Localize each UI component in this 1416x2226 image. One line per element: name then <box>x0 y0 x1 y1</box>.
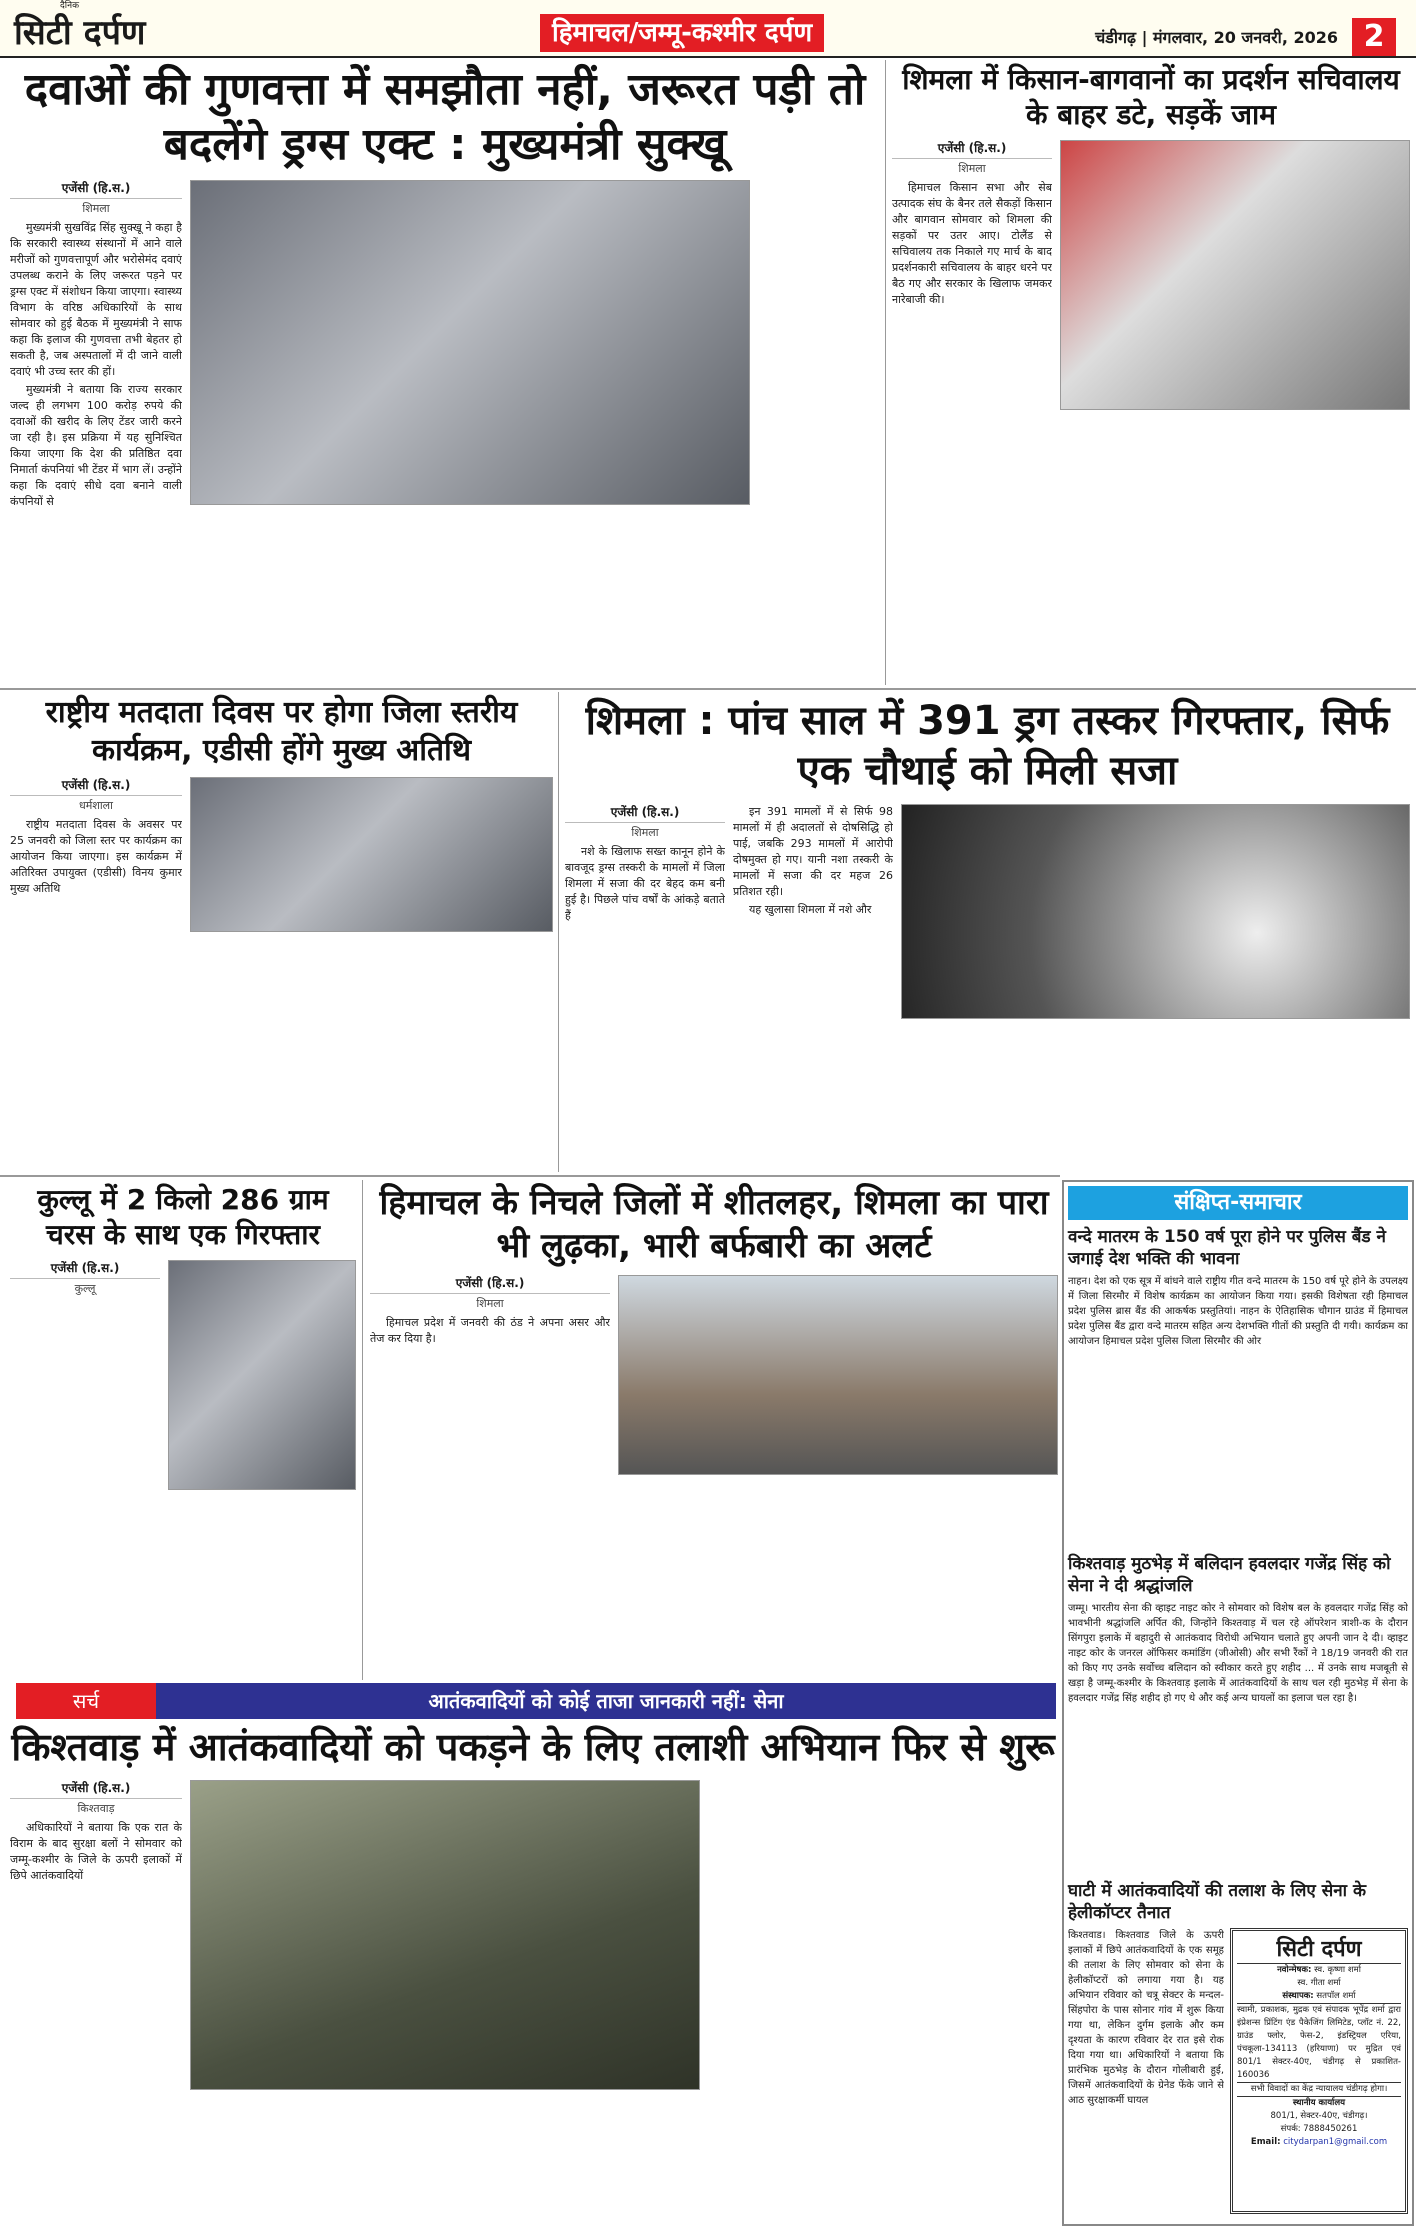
paragraph: हिमाचल प्रदेश में जनवरी की ठंड ने अपना असर और तेज कर दिया है। <box>370 1316 610 1345</box>
jurisdiction: सभी विवादों का केंद्र न्यायालय चंडीगढ़ होगा। <box>1237 2083 1401 2097</box>
paragraph: मुख्यमंत्री सुखविंद्र सिंह सुक्खू ने कहा है कि सरकारी स्वास्थ्य संस्थानों में आने वाले मरीजों को गुणवत्तापूर्ण और भरोसेमंद दवाएं उपलब्ध कराने के लिए जरूरत पड़ने पर ड्रग्स एक्ट में संशोधन किया जाएगा। स्वास्थ्य विभाग के वरिष्ठ अधिकारियों के साथ सोमवार को हुई बैठक में मुख्यमंत्री ने साफ कहा कि इलाज की गुणवत्ता तभी बेहतर हो सकती है, जब अस्पतालों में दी जाने वाली दवाएं भी उच्च स्तर की हों। <box>10 221 182 378</box>
section-title: हिमाचल/जम्मू-कश्मीर दर्पण <box>540 14 824 52</box>
divider <box>885 60 886 685</box>
story-kullu-charas <box>10 1182 356 1676</box>
story-cold-wave <box>370 1182 1058 1676</box>
divider <box>362 1180 363 1680</box>
article-body <box>892 180 1052 684</box>
office-label: स्थानीय कार्यालय <box>1292 2098 1346 2108</box>
office-address: 801/1, सेक्टर-40ए, चंडीगढ़। <box>1270 2111 1368 2121</box>
headline-farmers-protest: शिमला में किसान-बागवानों का प्रदर्शन सचिवालय के बाहर डटे, सड़कें जाम <box>902 63 1400 131</box>
meeting-photo <box>190 777 553 932</box>
label: Email: <box>1250 2137 1281 2147</box>
article-body <box>10 220 182 684</box>
establisher: सतपॉल शर्मा <box>1316 1991 1356 2001</box>
paragraph: हिमाचल किसान सभा और सेब उत्पादक संघ के बैनर तले सैकड़ों किसान और बागवान सोमवार को शिमला की सड़कों पर उतर आए। टोलैंड से सचिवालय तक निकाले गए मार्च के बाद प्रदर्शनकारी सचिवालय के बाहर धरने पर बैठ गए और सरकार के खिलाफ जमकर नारेबाजी की। <box>892 181 1052 306</box>
byline: एजेंसी (हि.स.) <box>892 140 1052 159</box>
protest-photo <box>1060 140 1410 410</box>
page-number: 2 <box>1352 18 1396 56</box>
publisher-info: स्वामी, प्रकाशक, मुद्रक एवं संपादक भूपेंद्र शर्मा द्वारा इंप्रेशन्स प्रिंटिंग एंड पैकेजिंग लिमिटेड, प्लॉट नं. 22, ग्राउंड फ्लोर, फेस-2, इंडस्ट्रियल एरिया, पंचकूला-134113 (हरियाणा) पर मुद्रित एवं 801/1 सेक्टर-40ए, चंडीगढ़ से प्रकाशित- 160036 <box>1237 2004 1401 2083</box>
headline-drugs-act: दवाओं की गुणवत्ता में समझौता नहीं, जरूरत पड़ी तो बदलेंगे ड्रग्स एक्ट : मुख्यमंत्री सुक्खू <box>24 64 866 170</box>
founder: स्व. कृष्णा शर्मा <box>1314 1965 1361 1975</box>
dateline-place: शिमला <box>958 162 986 175</box>
article-body <box>733 804 893 1170</box>
paragraph: अधिकारियों ने बताया कि एक रात के विराम के बाद सुरक्षा बलों ने सोमवार को जम्मू-कश्मीर के जिले के ऊपरी इलाकों में छिपे आतंकवादियों <box>10 1820 182 1882</box>
story-farmers-protest <box>892 62 1410 684</box>
dateline-place: शिमला <box>82 202 110 215</box>
brief-body: जम्मू। भारतीय सेना की व्हाइट नाइट कोर ने सोमवार को विशेष बल के हवलदार गजेंद्र सिंह को भावभीनी श्रद्धांजलि अर्पित की, जिन्होंने किश्तवाड़ में चल रहे ऑपरेशन त्राशी-क के दौरान सिंगपुरा इलाके में बहादुरी से आतंकवाद विरोधी अभियान चलाते हुए अपनी जान दे दी। व्हाइट नाइट कोर के जनरल ऑफिसर कमांडिंग (जीओसी) और सभी रैंकों ने 18/19 जनवरी की रात को किए गए उनके सर्वोच्च बलिदान को स्वीकार करते हुए शहीद ... में उनके साथ मजबूती से खड़ा है जम्मू-कश्मीर के किश्तवाड़ इलाके में आतंकवादियों के साथ चल रही मुठभेड़ में सेना के हवलदार गजेंद्र सिंह शहीद हो गए थे और कई अन्य घायलों का इलाज चल रहा है। <box>1068 1603 1408 1705</box>
divider <box>0 688 1416 690</box>
founder: स्व. गीता शर्मा <box>1297 1978 1341 1988</box>
logo-small: दैनिक <box>60 1 80 11</box>
dateline-place: शिमला <box>631 826 659 839</box>
divider <box>0 1175 1060 1177</box>
paragraph: मुख्यमंत्री ने बताया कि राज्य सरकार जल्द ही लगभग 100 करोड़ रुपये की दवाओं की खरीद के लिए टेंडर जारी करने जा रही है। इस प्रक्रिया में यह सुनिश्चित किया जाएगा कि देश की प्रतिष्ठित दवा निमार्ता कंपनियां भी टेंडर में भाग लें। उन्होंने कहा कि दवाएं सीधे दवा बनाने वाली कंपनियों से <box>10 383 182 508</box>
byline: एजेंसी (हि.स.) <box>565 804 725 823</box>
story-kishtwar-search <box>10 1724 1056 2224</box>
contact-number: संपर्क: 7888450261 <box>1280 2124 1358 2134</box>
imprint-logo: सिटी दर्पण <box>1237 1935 1401 1964</box>
article-body <box>565 844 725 1170</box>
story-voters-day <box>10 694 553 1170</box>
kicker-label: सर्च <box>16 1683 156 1719</box>
brief-headline: घाटी में आतंकवादियों की तलाश के लिए सेना के हेलीकॉप्टर तैनात <box>1068 1880 1367 1923</box>
story-drug-smugglers <box>565 696 1410 1170</box>
dateline-place: कुल्लू <box>74 1282 96 1295</box>
label: नवोन्मेषक: <box>1277 1965 1312 1975</box>
newspaper-logo: सिटी दर्पण <box>14 13 146 53</box>
paragraph: नशे के खिलाफ सख्त कानून होने के बावजूद ड्रग्स तस्करी के मामलों में जिला शिमला में सजा की दर बेहद कम बनी हुई है। पिछले पांच वर्षों के आंकड़े बताते हैं <box>565 845 725 922</box>
headline-cold-wave: हिमाचल के निचले जिलों में शीतलहर, शिमला का पारा भी लुढ़का, भारी बर्फबारी का अलर्ट <box>379 1183 1049 1266</box>
email-link[interactable]: citydarpan1@gmail.com <box>1283 2137 1388 2147</box>
dateline-place: धर्मशाला <box>79 799 113 812</box>
paragraph: इन 391 मामलों में से सिर्फ 98 मामलों में ही अदालतों से दोषसिद्धि हो पाई, जबकि 293 मामलों में आरोपी दोषमुक्त हो गए। यानी नशा तस्करी के मामलों में सजा की दर महज 26 प्रतिशत रही। <box>733 805 893 898</box>
paragraph: राष्ट्रीय मतदाता दिवस के अवसर पर 25 जनवरी को जिला स्तर पर कार्यक्रम का आयोजन किया जाएगा। इस कार्यक्रम में अतिरिक्त उपायुक्त (एडीसी) विनय कुमार मुख्य अतिथि <box>10 818 182 895</box>
paragraph: यह खुलासा शिमला में नशे और <box>749 903 872 916</box>
headline-drug-smugglers: शिमला : पांच साल में 391 ड्रग तस्कर गिरफ्तार, सिर्फ एक चौथाई को मिली सजा <box>585 698 1390 794</box>
brief-body: नाहन। देश को एक सूत्र में बांधने वाले राष्ट्रीय गीत वन्दे मातरम के 150 वर्ष पूरे होने के उपलक्ष्य में जिला सिरमौर में विशेष कार्यक्रम का आयोजन किया गया। इसकी विशेषता रही हिमाचल प्रदेश पुलिस ब्रास बैंड की आकर्षक प्रस्तुतियां। नाहन के ऐतिहासिक चौगान ग्राउंड में हिमाचल प्रदेश पुलिस बैंड द्वारा वन्दे मातरम सहित अन्य देशभक्ति गीतों की प्रस्तुति दी गयी। कार्यक्रम का आयोजन हिमाचल प्रदेश पुलिस जिला सिरमौर की ओर <box>1068 1276 1408 1348</box>
kicker-strip <box>16 1683 1056 1719</box>
article-body <box>10 817 182 1170</box>
label: संस्थापक: <box>1282 1991 1314 2001</box>
byline: एजेंसी (हि.स.) <box>370 1275 610 1294</box>
masthead <box>0 0 1416 58</box>
brief-body: किश्तवाड। किश्तवाड जिले के ऊपरी इलाकों में छिपे आतंकवादियों के एक समूह की तलाश के लिए सोमवार को सेना के हेलीकॉप्टरों को लगाया गया है। यह अभियान रविवार को चत्रू सेक्टर के मन्दल-सिंहपोरा के पास सोनार गांव में शुरू किया गया था, लेकिन दुर्गम इलाके और कम दृश्यता के कारण रविवार देर रात इसे रोक दिया गया था। अधिकारियों ने बताया कि प्रारंभिक मुठभेड़ के दौरान गोलीबारी हुई, जिसमें आतंकवादियों के ग्रेनेड फेंके जाने से आठ सुरक्षाकर्मी घायल <box>1068 1930 1224 2106</box>
headline-kishtwar-search: किश्तवाड़ में आतंकवादियों को पकड़ने के लिए तलाशी अभियान फिर से शुरू <box>11 1725 1055 1769</box>
article-body <box>370 1315 610 1676</box>
headline-kullu-charas: कुल्लू में 2 किलो 286 ग्राम चरस के साथ एक गिरफ्तार <box>37 1183 329 1251</box>
meeting-photo <box>190 180 750 505</box>
article-body <box>10 1820 182 2225</box>
army-soldiers-photo <box>190 1780 700 2090</box>
brief-news-title: संक्षिप्त-समाचार <box>1068 1186 1408 1220</box>
strapline: आतंकवादियों को कोई ताजा जानकारी नहीं: सेना <box>428 1689 784 1713</box>
byline: एजेंसी (हि.स.) <box>10 1780 182 1799</box>
brief-headline: वन्दे मातरम के 150 वर्ष पूरा होने पर पुलिस बैंड ने जगाई देश भक्ति की भावना <box>1068 1227 1386 1270</box>
dateline: चंडीगढ़ | मंगलवार, 20 जनवरी, 2026 <box>1095 28 1338 47</box>
divider <box>558 692 559 1172</box>
syringe-drugs-photo <box>901 804 1410 1019</box>
dateline-place: किश्तवाड़ <box>77 1801 115 1815</box>
brief-news-box <box>1062 1180 1414 2226</box>
byline: एजेंसी (हि.स.) <box>10 1260 160 1279</box>
story-drugs-act <box>10 62 880 684</box>
brief-headline: किश्तवाड़ मुठभेड़ में बलिदान हवलदार गजेंद्र सिंह को सेना ने दी श्रद्धांजलि <box>1068 1553 1391 1596</box>
police-photo <box>168 1260 356 1490</box>
shimla-mall-photo <box>618 1275 1058 1475</box>
headline-voters-day: राष्ट्रीय मतदाता दिवस पर होगा जिला स्तरीय कार्यक्रम, एडीसी होंगे मुख्य अतिथि <box>45 695 518 768</box>
dateline-place: शिमला <box>476 1297 504 1310</box>
byline: एजेंसी (हि.स.) <box>10 180 182 199</box>
imprint-box <box>1230 1928 1408 2214</box>
byline: एजेंसी (हि.स.) <box>10 777 182 796</box>
